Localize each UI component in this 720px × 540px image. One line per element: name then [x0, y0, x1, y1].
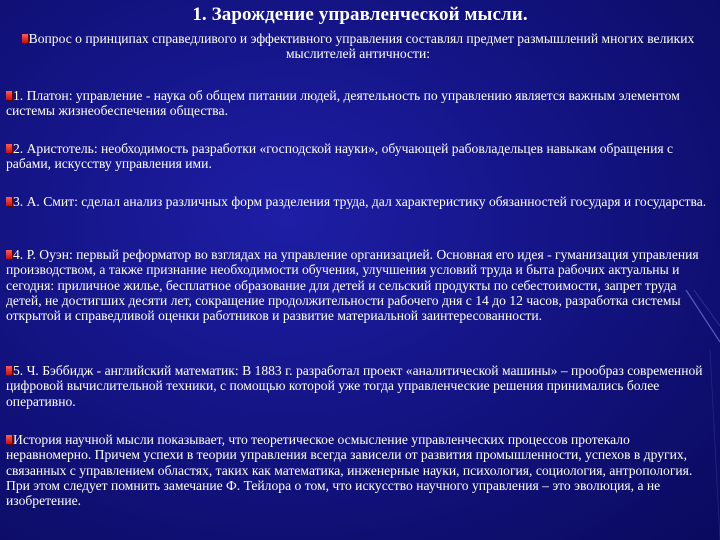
bullet-icon: [6, 250, 12, 259]
history-paragraph: [6, 432, 710, 508]
paragraph-text: 4. Р. Оуэн: первый реформатор во взглядах на управление организацией. Основная его идея - гуманизация управления производством, а также признание необходимости обучения, улучшения условий труда и быта рабочих актуальны и сегодня: приличное жилье, бесплатное образование для детей и сельский продукты по себестоимости, запрет труда детей, не достигших десяти лет, сокращение продолжительности рабочего дня с 14 до 12 часов, разработка системы открытой и справедливой оценки работников и развитие материальной заинтересованности.: [6, 247, 699, 324]
paragraph-text: История научной мысли показывает, что теоретическое осмысление управленческих процессов протекало неравномерно. Причем успехи в теории управления всегда зависели от развития промышленности, успехов в других, связанных с управлением областях, таких как математика, инженерные науки, психология, социология, антропология. При этом следует помнить замечание Ф. Тейлора о том, что искусство научного управления – это эволюция, а не изобретение.: [6, 432, 693, 509]
paragraph-text: 2. Аристотель: необходимость разработки «господской науки», обучающей рабовладельцев навыкам обращения с рабами, искусству управления ими.: [6, 141, 674, 172]
bullet-icon: [6, 144, 12, 153]
smith-paragraph: [6, 194, 710, 209]
bullet-icon: [6, 435, 12, 444]
aristotle-paragraph: [6, 141, 710, 172]
bullet-icon: [6, 366, 12, 375]
paragraph-text: Вопрос о принципах справедливого и эффективного управления составлял предмет размышлений многих великих мыслителей античности:: [28, 31, 695, 62]
bullet-icon: [6, 91, 12, 100]
babbage-paragraph: [6, 363, 710, 409]
paragraph-text: 3. А. Смит: сделал анализ различных форм разделения труда, дал характеристику обязанностей государя и государства.: [13, 194, 707, 209]
paragraph-text: 5. Ч. Бэббидж - английский математик: В 1883 г. разработал проект «аналитической машины» – прообраз современной цифровой вычислительной техники, с помощью которой уже тогда управленческие решения принимались более оперативно.: [6, 363, 703, 409]
platon-paragraph: [6, 88, 710, 119]
bullet-icon: [22, 34, 28, 43]
slide-title: 1. Зарождение управленческой мысли.: [192, 4, 528, 25]
bullet-icon: [6, 197, 12, 206]
paragraph-text: 1. Платон: управление - наука об общем питании людей, деятельность по управлению является важным элементом системы жизнеобеспечения общества.: [6, 88, 680, 119]
owen-paragraph: [6, 247, 710, 323]
intro-paragraph: [6, 31, 710, 62]
